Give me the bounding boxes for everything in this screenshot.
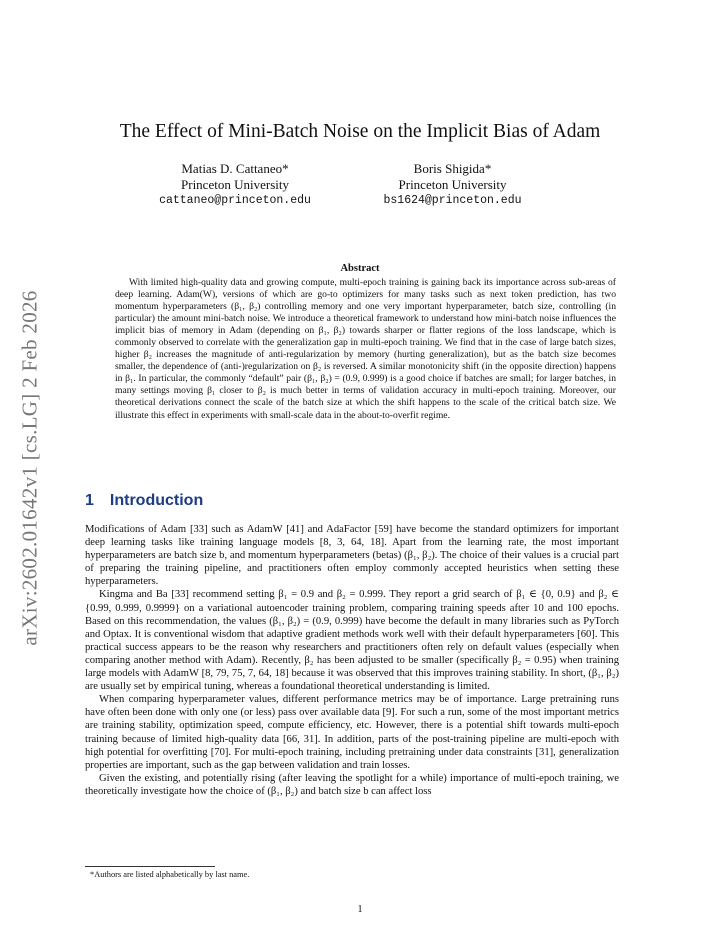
section-number: 1 <box>85 492 94 509</box>
footnote-rule <box>85 866 215 867</box>
author-name: Matias D. Cattaneo* <box>181 161 289 176</box>
arxiv-identifier: arXiv:2602.01642v1 [cs.LG] 2 Feb 2026 <box>17 290 42 646</box>
body-text <box>85 523 619 798</box>
author-email: bs1624@princeton.edu <box>383 194 522 207</box>
author-affiliation: Princeton University <box>398 177 507 192</box>
paragraph: Given the existing, and potentially rising (after leaving the spotlight for a while) importance of multi-epoch training, we theoretically investigate how the choice of (β₁, β₂) and batch size b can affect loss <box>85 772 619 797</box>
paper-title: The Effect of Mini-Batch Noise on the Implicit Bias of Adam <box>119 121 601 142</box>
abstract-text: With limited high-quality data and growing compute, multi-epoch training is gaining back its importance across sub-areas of deep learning. Adam(W), versions of which are go-to optimizers for many tasks such as next token prediction, has two momentum hyperparameters (β₁, β₂) controlling memory and one very important hyperparameter, batch size, controlling (in particular) the amount mini-batch noise. We introduce a theoretical framework to understand how mini-batch noise influences the implicit bias of memory in Adam (depending on β₁, β₂) towards sharper or flatter regions of the loss landscape, which is commonly observed to correlate with the generalization gap in multi-epoch training. We find that in the case of large batch sizes, higher β₂ increases the magnitude of anti-regularization by memory (hurting generalization), but as the batch size becomes smaller, the dependence of (anti-)regularization on β₂ is reversed. A similar monotonicity shift (in the opposite direction) happens in β₁. In particular, the commonly “default” pair (β₁, β₂) = (0.9, 0.999) is a good choice if batches are small; for larger batches, in many settings moving β₁ closer to β₂ is much better in terms of validation accuracy in multi-epoch training. Moreover, our theoretical derivations connect the scale of the batch size at which the shift happens to the scale of the critical batch size. We illustrate this effect in experiments with small-scale data in the about-to-overfit regime. <box>115 277 616 421</box>
paragraph: When comparing hyperparameter values, different performance metrics may be of importance. Large pretraining runs have often been done with only one (or less) pass over available data [9]. For such a run, some of the most important metrics are training stability, optimization speed, compute efficiency, etc. However, there is a potential shift towards multi-epoch training because of limited high-quality data [66, 31]. In addition, parts of the post-training pipeline are multi-epoch with high potential for overfitting [70]. For multi-epoch training, including pretraining under data constraints [31], generalization properties are important, such as the gap between validation and train losses. <box>85 694 619 771</box>
section-heading <box>85 492 203 510</box>
section-title: Introduction <box>109 492 204 509</box>
author-email: cattaneo@princeton.edu <box>159 194 311 207</box>
paragraph: Modifications of Adam [33] such as AdamW [41] and AdaFactor [59] have become the standard optimizers for important deep learning tasks like training language models [8, 3, 64, 18]. Apart from the learning rate, the most important hyperparameters are batch size b, and momentum hyperparameters (betas) (β₁, β₂). The choice of their values is a crucial part of preparing the training pipeline, and practitioners often employ commonly accepted heuristics when setting these hyperparameters. <box>85 524 619 588</box>
paragraph: Kingma and Ba [33] recommend setting β₁ = 0.9 and β₂ = 0.999. They report a grid search of β₁ ∈ {0, 0.9} and β₂ ∈ {0.99, 0.999, 0.9999} on a variational autoencoder training problem, comparing training speeds after 10 and 100 epochs. Based on this recommendation, the values (β₁, β₂) = (0.9, 0.999) have become the default in many libraries such as PyTorch and Optax. It is conventional wisdom that adaptive gradient methods work well with their default hyperparameters [60]. This practical success appears to be the reason why researchers and practitioners often rely on default values (especially when comparing another method with Adam). Recently, β₂ has been adjusted to be smaller (specifically β₂ = 0.95) when training large models with AdamW [8, 79, 75, 7, 64, 18] because it was observed that this improves training stability. In short, (β₁, β₂) are usually set by empirical tuning, whereas a foundational theoretical understanding is limited. <box>85 589 619 693</box>
abstract-heading: Abstract <box>340 263 380 274</box>
author-name: Boris Shigida* <box>413 161 492 176</box>
arxiv-sidebar-stamp <box>15 268 45 668</box>
page-number: 1 <box>357 904 363 915</box>
author-block-1 <box>150 161 320 209</box>
author-affiliation: Princeton University <box>181 177 289 192</box>
footnote: *Authors are listed alphabetically by last name. <box>90 870 250 879</box>
author-block-2 <box>365 161 540 209</box>
